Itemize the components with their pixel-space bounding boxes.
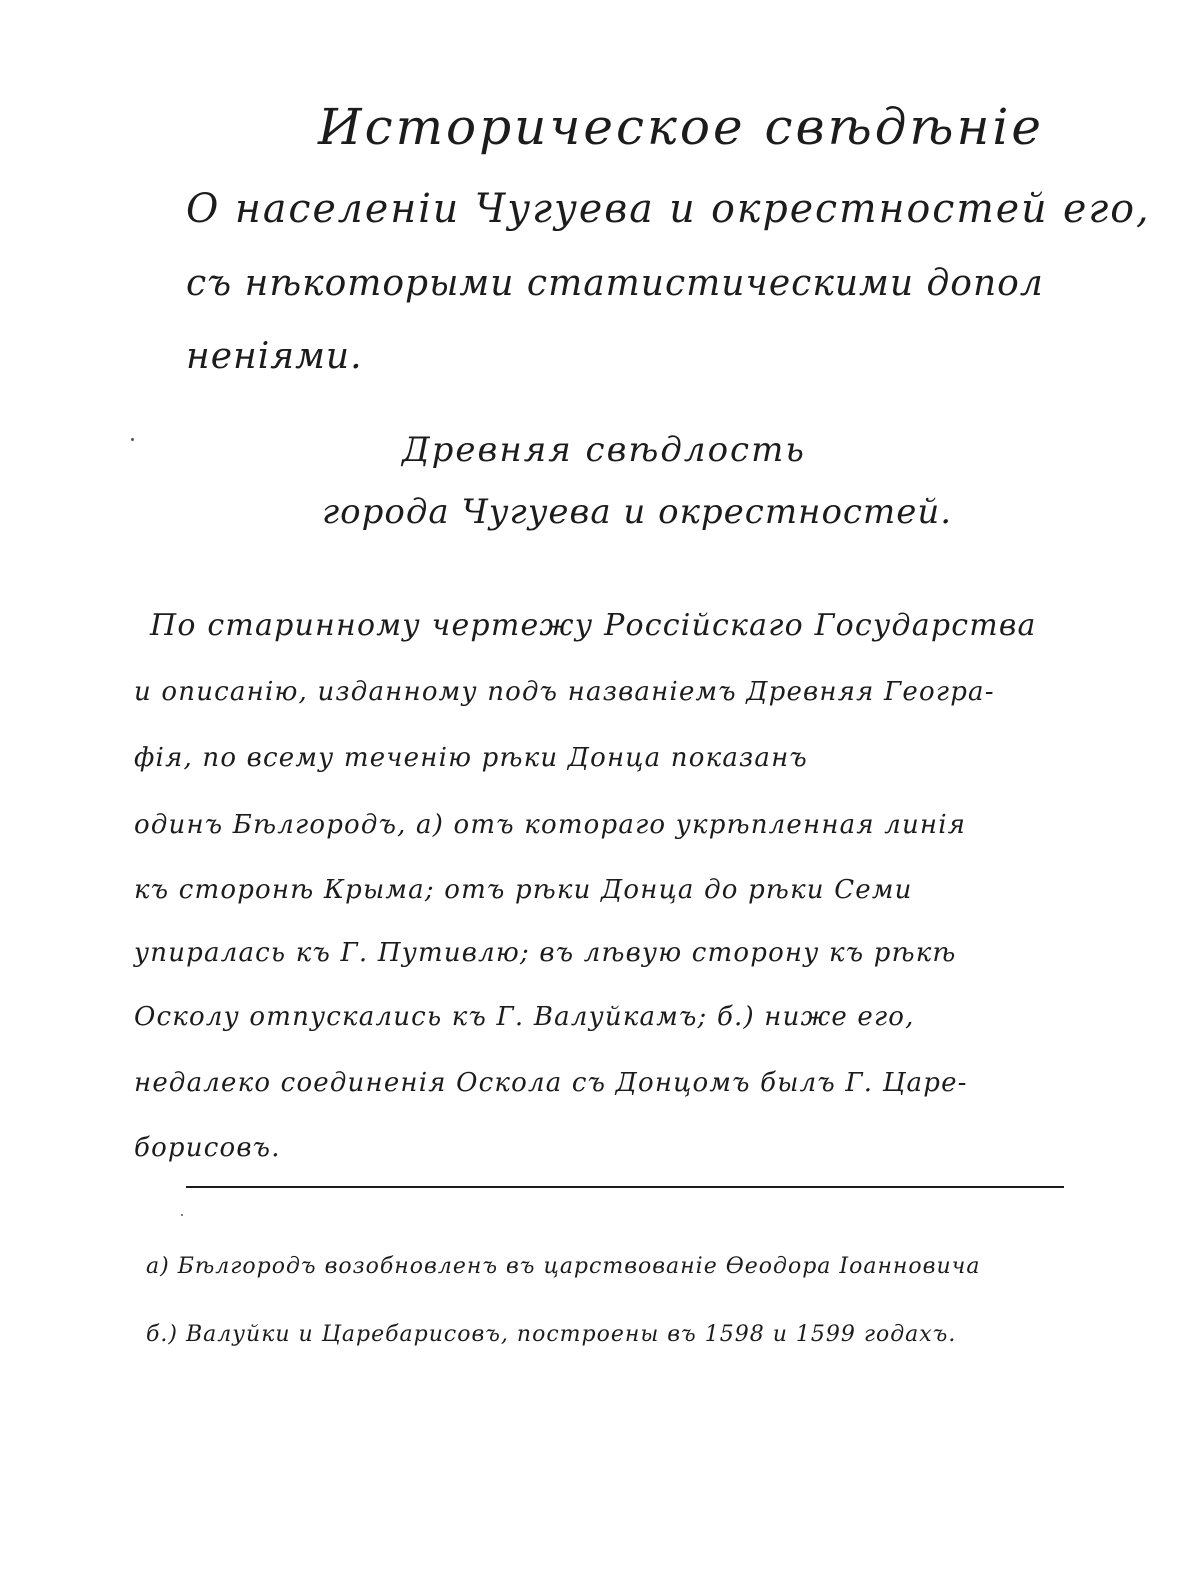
title-line-2: О населеніи Чугуева и окрестностей его, xyxy=(186,186,1151,232)
body-line-6: упиралась къ Г. Путивлю; въ лѣвую сторону къ рѣкѣ xyxy=(134,938,957,968)
footnote-b: б.) Валуйки и Царебарисовъ, построены въ 1598 и 1599 годахъ. xyxy=(146,1322,957,1347)
ink-speck xyxy=(131,438,134,441)
body-line-4: одинъ Бѣлгородъ, а) отъ котораго укрѣпленная линія xyxy=(134,810,967,840)
body-line-9: борисовъ. xyxy=(134,1133,281,1163)
section-heading-line-1: Древняя свѣдлость xyxy=(402,430,806,470)
body-line-5: къ сторонѣ Крыма; отъ рѣки Донца до рѣки Семи xyxy=(134,875,913,905)
body-line-8: недалеко соединенія Оскола съ Донцомъ былъ Г. Царе- xyxy=(134,1068,968,1098)
body-line-3: фія, по всему теченію рѣки Донца показанъ xyxy=(134,743,808,773)
body-line-7: Осколу отпускались къ Г. Валуйкамъ; б.) ниже его, xyxy=(134,1002,915,1032)
title-line-4: неніями. xyxy=(186,336,363,377)
footnote-divider xyxy=(186,1186,1064,1188)
title-line-1: Историческое свѣдѣніе xyxy=(318,98,1045,156)
body-line-2: и описанію, изданному подъ названіемъ Древняя Геогра- xyxy=(134,677,995,707)
footnote-a: а) Бѣлгородъ возобновленъ въ царствованіе Ѳеодора Іоанновича xyxy=(146,1254,981,1279)
body-line-1: По старинному чертежу Россійскаго Государства xyxy=(150,608,1037,643)
ink-speck xyxy=(181,1214,183,1216)
section-heading-line-2: города Чугуева и окрестностей. xyxy=(322,492,953,532)
title-line-3: съ нѣкоторыми статистическими допол xyxy=(186,263,1044,304)
